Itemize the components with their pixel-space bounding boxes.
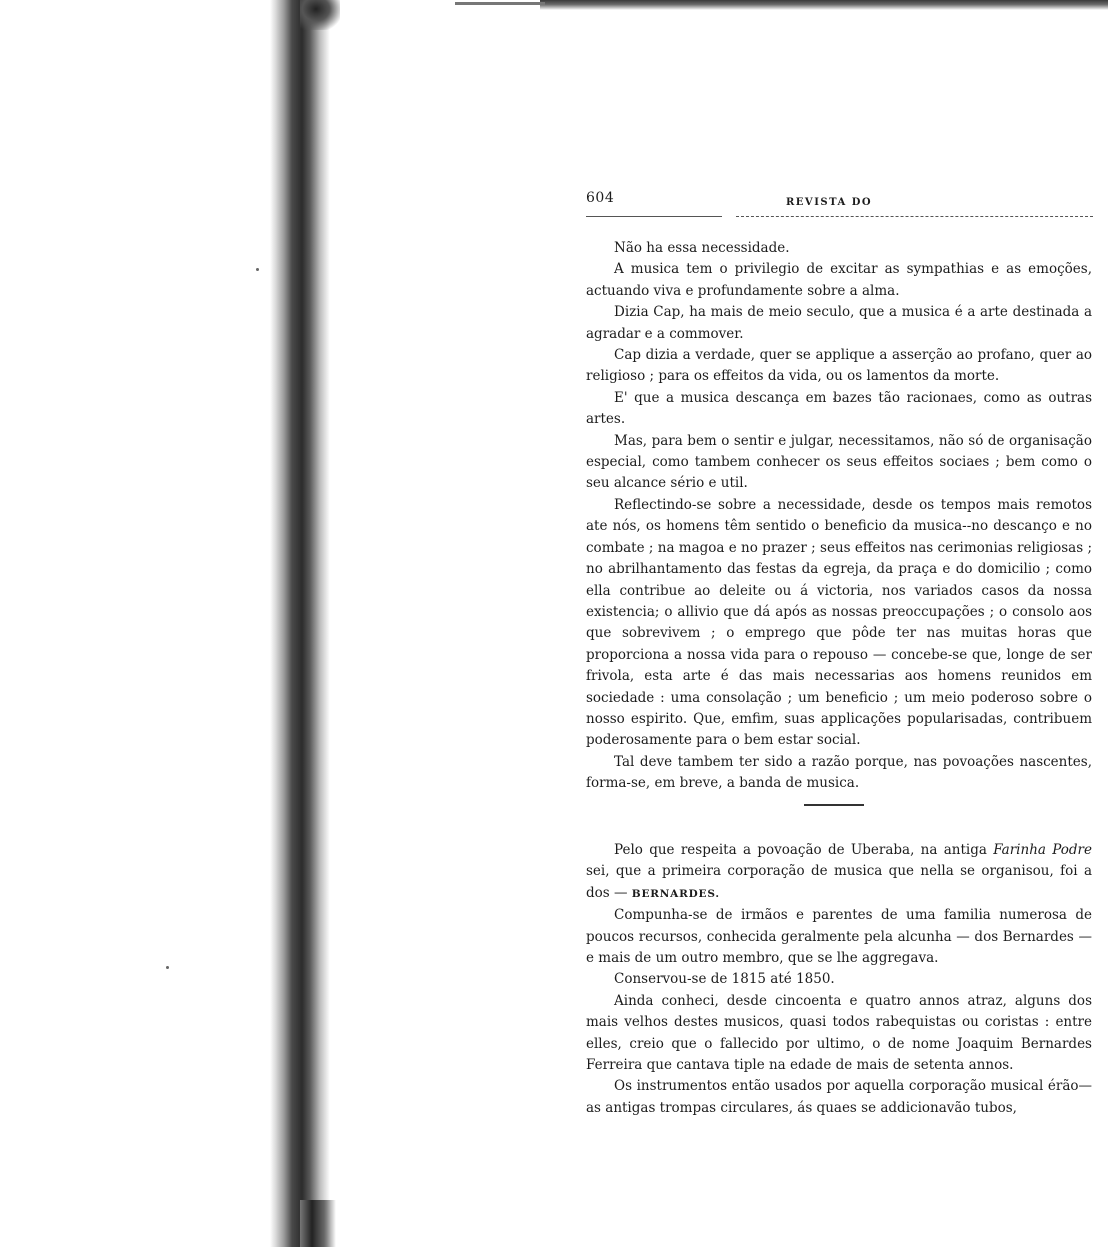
scan-speck	[166, 966, 169, 969]
paragraph: Não ha essa necessidade.	[614, 240, 790, 256]
intro-text-middle: sei, que a primeira corporação de musica que nella se organisou, foi a dos —	[586, 863, 1092, 901]
section-1-text	[586, 238, 1092, 795]
gutter-bottom-shadow	[300, 1200, 336, 1247]
paragraph: Compunha-se de irmãos e parentes de uma familia numerosa de poucos recursos, conhecida geralmente pela alcunha — dos Bernardes — e mais de um outro membro, que se lhe aggregava.	[586, 907, 1092, 967]
book-gutter-shadow	[270, 0, 330, 1247]
header-rule-left	[586, 216, 722, 217]
paragraph: Conservou-se de 1815 até 1850.	[614, 971, 835, 988]
paragraph: Cap dizia a verdade, quer se applique a asserção ao profano, quer ao religioso ; para os effeitos da vida, ou os lamentos da morte.	[586, 347, 1092, 385]
intro-text-start: Pelo que respeita a povoação de Uberaba, na antiga	[614, 842, 994, 858]
place-name-italic: Farinha Podre	[993, 842, 1093, 858]
gutter-top-shadow	[300, 0, 340, 30]
paragraph: Mas, para bem o sentir e julgar, necessitamos, não só de organisação especial, como tambem conhecer os seus effeitos sociaes ; bem como o seu alcance sério e util.	[586, 432, 1092, 492]
running-head: REVISTA DO	[786, 197, 873, 208]
paragraph: Ainda conheci, desde cincoenta e quatro annos atraz, alguns dos mais velhos destes musicos, quasi todos rabequistas ou coristas : entre elles, creio que o fallecido por ultimo, o de nome Joaquim Bernardes Ferreira que cantava tiple na edade de mais de setenta annos.	[586, 992, 1092, 1074]
paragraph: Dizia Cap, ha mais de meio seculo, que a musica é a arte destinada a agradar e a commover.	[586, 304, 1092, 342]
paragraph: E' que a musica descança em bazes tão racionaes, como as outras artes.	[586, 389, 1092, 428]
paragraph: Tal deve tambem ter sido a razão porque, nas povoações nascentes, forma-se, em breve, a banda de musica.	[586, 753, 1092, 792]
header-rule-right	[736, 216, 1093, 217]
scan-speck	[256, 268, 259, 271]
scan-top-mark	[455, 2, 545, 5]
paragraph: Os instrumentos então usados por aquella corporação musical érão— as antigas trompas circulares, ás quaes se addicionavão tubos,	[586, 1078, 1092, 1116]
scan-top-shadow	[540, 0, 1108, 10]
band-name: BERNARDES.	[631, 887, 720, 900]
section-2-text	[586, 840, 1092, 1119]
intro-paragraph	[586, 840, 1092, 905]
section-divider	[804, 804, 864, 806]
paragraph: Reflectindo-se sobre a necessidade, desde os tempos mais remotos ate nós, os homens têm sentido o beneficio da musica--no descanço e no combate ; na magoa e no prazer ; seus effeitos nas cerimonias religiosas ; no abrilhantamento das festas da egreja, da praça e do domicilio ; como ella contribue ao deleite ou á victoria, nos variados casos da nossa existencia; o allivio que dá após as nossas preoccupações ; o consolo aos que sobrevivem ; o emprego que pôde ter nas muitas horas que proporciona a nossa vida para o repouso — concebe-se que, longe de ser frivola, esta arte é das mais necessarias aos homens reunidos em sociedade : uma consolação ; um beneficio ; um meio poderoso sobre o nosso espirito. Que, emfim, suas applicações popularisadas, contribuem poderosamente para o bem estar social.	[586, 496, 1092, 749]
paragraph: A musica tem o privilegio de excitar as sympathias e as emoções, actuando viva e profundamente sobre a alma.	[586, 261, 1092, 299]
page-number: 604	[586, 190, 615, 206]
